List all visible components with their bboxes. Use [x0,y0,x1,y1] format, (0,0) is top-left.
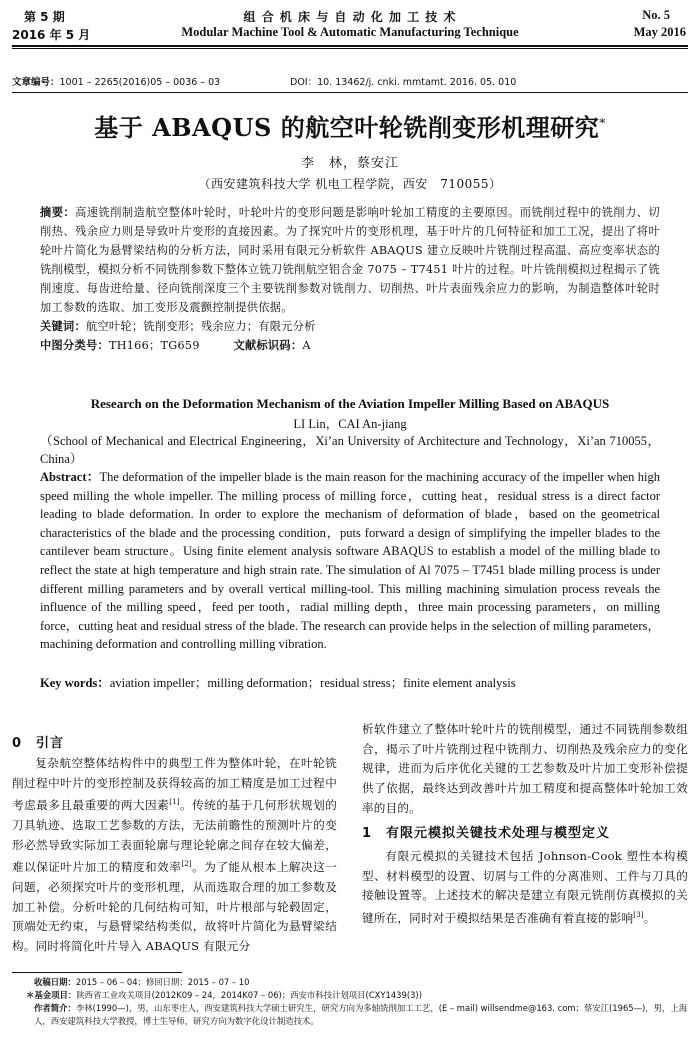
abstract-en-label: Abstract： [40,470,100,484]
received-label: 收稿日期： [34,977,76,987]
keywords-en [40,673,660,691]
keywords-cn-text: 航空叶轮；铣削变形；残余应力；有限元分析 [85,320,316,333]
citation-3: [3] [633,911,644,920]
paper-title-cn [0,108,700,143]
section-0-text-c: 。为了能从根本上解决这一问题，必须探究叶片的变形机理，从而选取合理的加工参数及加工补偿。分析叶轮的几何结构可知，叶片根部与轮毂固定，顶端处无约束，与悬臂梁结构类似，故将叶片简化为悬臂梁结构。同时将简化叶片导入 ABAQUS 有限元分 [12,860,337,954]
section-1-text-b: 。 [643,910,656,925]
section-0-left-column [12,754,337,957]
author-bio [12,1002,688,1028]
header-rule-thin [12,48,688,49]
section-0-right-column [362,720,688,819]
journal-title-cn: 组 合 机 床 与 自 动 化 加 工 技 术 [243,10,457,24]
issue-date-en: May 2016 [633,25,686,39]
paper-title-en: Research on the Deformation Mechanism of the Aviation Impeller Milling Based on ABAQUS [90,396,610,411]
article-number-label: 文章编号： [12,77,60,88]
title-footnote-mark: * [599,116,606,130]
received-date [12,976,688,989]
fund-info [12,989,688,1002]
clc-value: TH166；TG659 [108,339,200,352]
author-bio-value: 李林(1990—)，男，山东枣庄人，西安建筑科技大学硕士研究生，研究方向为多轴铣削加工工艺，(E – mail) willsendme@163. com；蔡安江(1965—)，男，上海人，西安建筑科技大学教授，博士生导师，研究方向为数字化设计制造技术。 [34,1003,688,1026]
section-0-heading: 0 引言 [12,736,65,751]
section-0-paragraph [12,754,337,957]
keywords-cn-label: 关键词： [40,320,86,333]
section-1-column [362,847,688,929]
doi: DOI：10. 13462/j. cnki. mmtamt. 2016. 05. 010 [290,77,517,88]
abstract-cn-text: 高速铣削制造航空整体叶轮时，叶轮叶片的变形问题是影响叶轮加工精度的主要原因。而铣削过程中的铣削力、切削热、残余应力则是导致叶片变形的直接因素。为了探究叶片的变形机理，基于叶片的几何特征和加工工况，提出了将叶轮叶片简化为悬臂梁结构的分析方法，同时采用有限元分析软件 ABAQUS 建立反映叶片铣削过程高温、高应变率状态的铣削模型，模拟分析不同铣削参数下整体立铣刀铣削航空铝合金 7075 – T7451 叶片的过程。叶片铣削模拟过程揭示了铣削速度、每齿进给量、径向铣削深度三个主要铣削参数对铣削力、切削热、叶片表面残余应力的影响，为制造整体叶轮时加工参数的选取、加工变形及震颤控制提供依据。 [40,206,660,314]
affiliation-cn: （西安建筑科技大学 机电工程学院，西安 710055） [198,177,502,191]
doc-code-label: 文献标识码： [233,339,303,352]
abstract-cn-label: 摘要： [40,206,76,219]
abstract-cn [40,203,660,355]
section-1-text-a: 有限元模拟的关键技术包括 Johnson-Cook 塑性本构模型、材料模型的设置、切屑与工件的分离准则、工件与刀具的接触设置等。上述技术的解决是建立有限元铣削仿真模拟的关键所在，同时对于模拟结果是否准确有着直接的影响 [362,849,688,925]
authors-en: LI Lin，CAI An-jiang [293,417,407,431]
issue-number: 第 5 期 [24,10,65,24]
author-bio-label: 作者简介： [34,1003,76,1013]
classification-line [40,336,660,355]
section-0-continuation: 析软件建立了整体叶轮叶片的铣削模型，通过不同铣削参数组合，揭示了叶片铣削过程中铣削力、切削热及残余应力的变化规律，进而为后序优化关键的工艺参数及叶片加工变形补偿提供了依据，最终达到改善叶片加工精度和提高整体叶轮加工效率的目的。 [362,722,688,815]
footnotes [12,976,688,1028]
abstract-en-text: The deformation of the impeller blade is the main reason for the machining accuracy of the impeller when high speed milling the whole impeller. The milling process of milling force，cutting heat，residual stress is a direct factor leading to blade deformation. In order to explore the mechanism of deformation of blade，based on the geometrical characteristics of the blade and the processing condition，puts forward a design of simplifying the impeller blades to the cantilever beam structure。Using finite element analysis software ABAQUS to establish a model of the milling blade to reflect the state at high temperature and high strain rate. The simulation of Al 7075 – T7451 blade milling process is under different milling parameters and by overall vertical milling-tool. This milling machining simulation process reveals the influence of the milling speed，feed per tooth，radial milling depth，three main processing parameters，on milling force，cutting heat and residual stress of the blade. The research can provide helps in the selection of milling parameters，machining deformation and controlling milling vibration. [40,470,660,652]
keywords-en-text: aviation impeller；milling deformation；residual stress；finite element analysis [109,676,516,690]
section-0-text-a: 复杂航空整体结构件中的典型工件为整体叶轮，在叶轮铣削过程中叶片的变形控制及获得较高的加工精度是加工过程中考虑最多且最重要的两大因素 [12,756,337,813]
abstract-cn-body [40,203,660,317]
fund-value: 陕西省工业攻关项目(2012K09 – 24，2014K07 – 06)；西安市科技计划项目(CXY1439(3)) [76,990,422,1000]
doc-code-value: A [302,339,311,352]
paper-title-text: 基于 ABAQUS 的航空叶轮铣削变形机理研究 [94,113,600,142]
article-number-value: 1001 – 2265(2016)05 – 0036 – 03 [59,77,221,88]
journal-title-en: Modular Machine Tool & Automatic Manufacturing Technique [181,25,519,39]
citation-2: [2] [181,860,192,869]
article-number [12,74,220,88]
keywords-cn [40,317,660,336]
meta-rule [12,92,688,93]
section-0-text-b: 。传统的基于几何形状规划的刀具轨迹、选取工艺参数的方法，无法前瞻性的预测叶片的变形必然导致实际加工表面轮廓与理论轮廓之间存在较大偏差，难以保证叶片加工的精度和效率 [12,798,337,875]
affiliation-en: （School of Mechanical and Electrical Engineering，Xi’an University of Architecture and Technology，Xi’an 710055，China） [40,434,660,466]
fund-label: ＊基金项目： [26,990,77,1000]
authors-cn: 李 林，蔡安江 [300,156,399,171]
abstract-en [40,468,660,654]
footnote-rule [12,972,182,973]
section-1-paragraph [362,847,688,929]
citation-1: [1] [169,798,180,807]
issue-number-en: No. 5 [642,8,670,22]
received-value: 2015 – 06 – 04；修回日期：2015 – 07 – 10 [75,977,250,987]
header-rule-thick [12,45,688,47]
issue-date: 2016 年 5 月 [12,28,91,42]
section-1-heading: 1 有限元模拟关键技术处理与模型定义 [362,826,611,841]
clc-label: 中图分类号： [40,339,109,352]
keywords-en-label: Key words： [40,676,110,690]
